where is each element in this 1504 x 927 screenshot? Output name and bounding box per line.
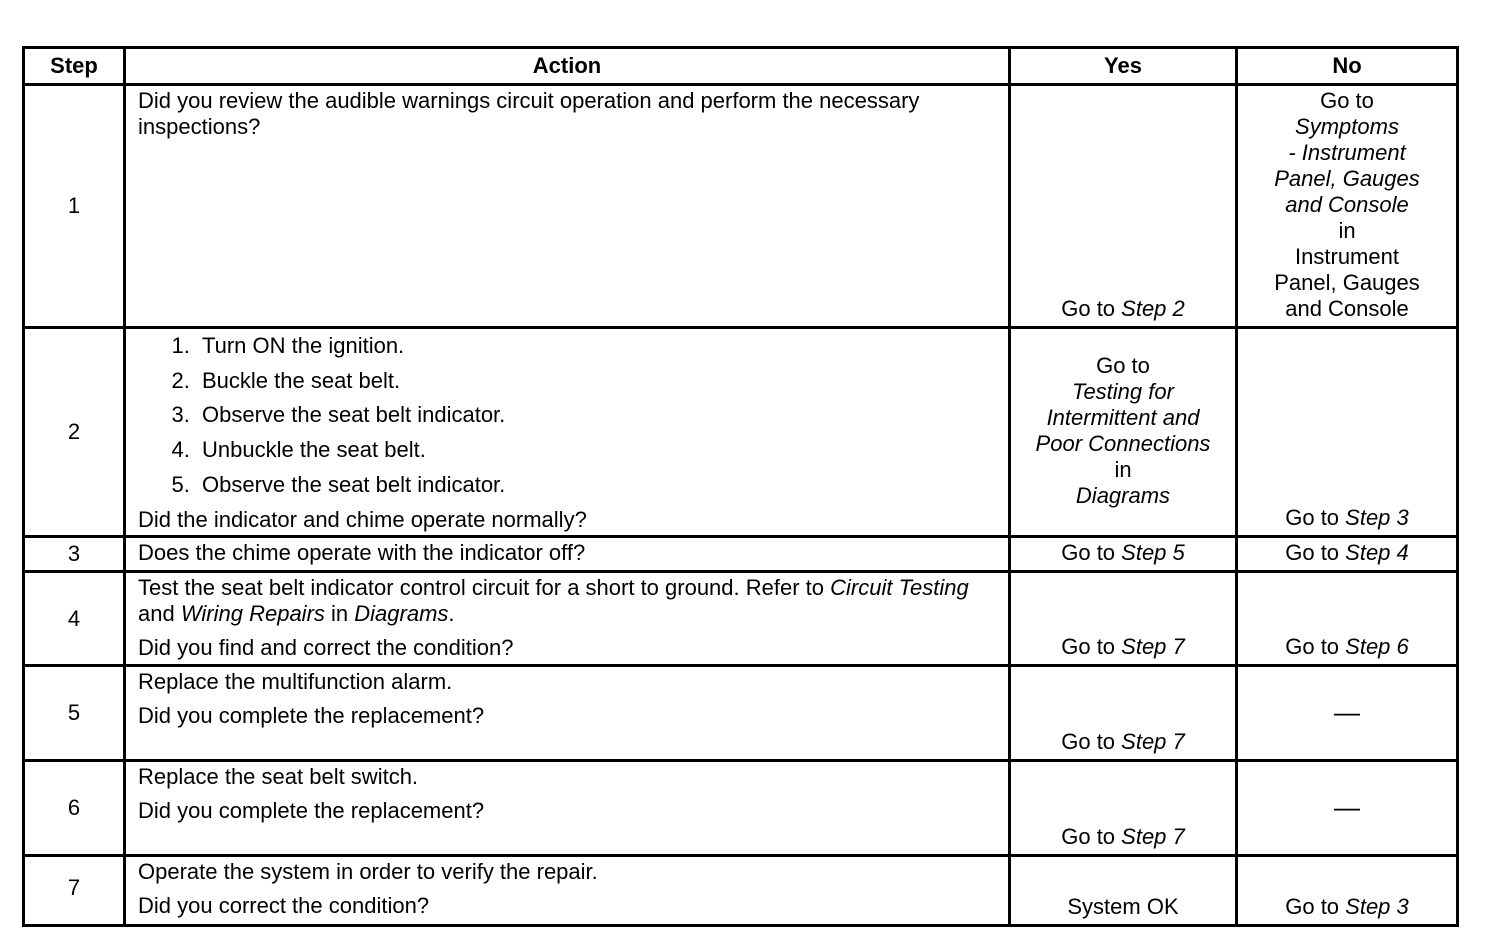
step-number: 5 [24, 666, 125, 761]
table-row [24, 537, 1458, 572]
yes-text: System OK [1067, 894, 1179, 920]
yes-cell [1010, 761, 1237, 856]
header-action: Action [125, 48, 1010, 85]
action-question: Did you find and correct the condition? [138, 635, 514, 661]
list-item: 3. Observe the seat belt indicator. [196, 402, 998, 428]
diagnostic-table [22, 46, 1459, 927]
action-question: Did the indicator and chime operate normally? [138, 507, 587, 533]
step-number: 3 [24, 537, 125, 572]
yes-cell [1010, 572, 1237, 666]
no-link[interactable]: Step 3 [1345, 505, 1409, 531]
action-question: Did you complete the replacement? [138, 798, 485, 824]
no-link-symptoms[interactable]: Symptoms [1295, 113, 1399, 139]
action-cell [125, 537, 1010, 572]
no-link[interactable]: Step 4 [1345, 540, 1409, 566]
no-link-line[interactable]: - Instrument [1288, 139, 1406, 165]
no-cell [1237, 85, 1458, 328]
table-row [24, 85, 1458, 328]
yes-cell [1010, 327, 1237, 537]
yes-link-line[interactable]: Poor Connections [1035, 430, 1211, 456]
step-number: 6 [24, 761, 125, 856]
no-prefix: Go to [1285, 894, 1346, 920]
yes-link[interactable]: Step 2 [1121, 295, 1185, 321]
action-instruction: Operate the system in order to verify the repair. [138, 859, 598, 885]
action-question: Did you complete the replacement? [138, 703, 485, 729]
action-cell [125, 856, 1010, 926]
yes-link[interactable]: Step 7 [1121, 729, 1185, 755]
step-number: 1 [24, 85, 125, 328]
no-dash: — [1334, 791, 1360, 822]
yes-line: in Diagrams [1015, 457, 1231, 509]
no-line: and Console [1285, 295, 1409, 321]
no-prefix: Go to [1285, 634, 1346, 660]
header-no: No [1237, 48, 1458, 85]
no-link-line[interactable]: Panel, Gauges [1274, 165, 1420, 191]
yes-prefix: Go to [1061, 729, 1122, 755]
list-item: 5. Observe the seat belt indicator. [196, 472, 998, 498]
table-row [24, 327, 1458, 537]
ref-diagrams[interactable]: Diagrams [354, 601, 449, 627]
yes-prefix: Go to [1061, 295, 1122, 321]
list-item: 2. Buckle the seat belt. [196, 368, 998, 394]
action-instruction: Test the seat belt indicator control circuit for a short to ground. Refer to Circuit Testing and Wiring Repairs in Diagrams. [138, 575, 969, 627]
yes-link-diagrams[interactable]: Diagrams [1075, 482, 1171, 508]
action-steps-list [138, 333, 998, 499]
no-dash: — [1334, 696, 1360, 727]
action-cell [125, 572, 1010, 666]
step-number: 4 [24, 572, 125, 666]
action-cell [125, 327, 1010, 537]
no-cell [1237, 537, 1458, 572]
no-cell [1237, 572, 1458, 666]
no-line: and Console in [1285, 191, 1409, 243]
table-header-row [24, 48, 1458, 85]
no-cell [1237, 327, 1458, 537]
yes-prefix: Go to [1061, 540, 1122, 566]
action-question: Does the chime operate with the indicator off? [138, 540, 586, 566]
ref-circuit-testing[interactable]: Circuit Testing [830, 575, 969, 601]
table-row [24, 856, 1458, 926]
table-row [24, 666, 1458, 761]
yes-cell [1010, 85, 1237, 328]
action-cell [125, 85, 1010, 328]
action-cell [125, 666, 1010, 761]
no-link[interactable]: Step 3 [1345, 894, 1409, 920]
no-prefix: Go to [1285, 540, 1346, 566]
action-instruction: Replace the multifunction alarm. [138, 669, 453, 695]
yes-prefix: Go to [1061, 824, 1122, 850]
no-cell [1237, 666, 1458, 761]
no-prefix: Go to [1285, 505, 1346, 531]
yes-link-line[interactable]: Intermittent and [1046, 404, 1200, 430]
yes-cell [1010, 537, 1237, 572]
action-question: Did you correct the condition? [138, 893, 430, 919]
action-instruction: Replace the seat belt switch. [138, 764, 419, 790]
header-yes: Yes [1010, 48, 1237, 85]
step-number: 2 [24, 327, 125, 537]
no-cell [1237, 761, 1458, 856]
list-item: 1. Turn ON the ignition. [196, 333, 998, 359]
no-line: Instrument [1295, 243, 1399, 269]
step-number: 7 [24, 856, 125, 926]
action-question: Did you review the audible warnings circuit operation and perform the necessary inspections? [138, 88, 920, 139]
no-cell [1237, 856, 1458, 926]
list-item: 4. Unbuckle the seat belt. [196, 437, 998, 463]
yes-line: Go to Testing for [1015, 353, 1231, 405]
no-link[interactable]: Step 6 [1345, 634, 1409, 660]
yes-cell [1010, 666, 1237, 761]
no-line: Go to Symptoms [1242, 88, 1452, 140]
header-step: Step [24, 48, 125, 85]
yes-cell [1010, 856, 1237, 926]
table-row [24, 761, 1458, 856]
yes-link[interactable]: Step 7 [1121, 634, 1185, 660]
yes-link[interactable]: Step 5 [1121, 540, 1185, 566]
yes-link[interactable]: Testing for [1072, 379, 1174, 405]
ref-wiring-repairs[interactable]: Wiring Repairs [180, 601, 325, 627]
table-row [24, 572, 1458, 666]
no-line: Panel, Gauges [1274, 269, 1420, 295]
yes-prefix: Go to [1061, 634, 1122, 660]
yes-link[interactable]: Step 7 [1121, 824, 1185, 850]
action-cell [125, 761, 1010, 856]
